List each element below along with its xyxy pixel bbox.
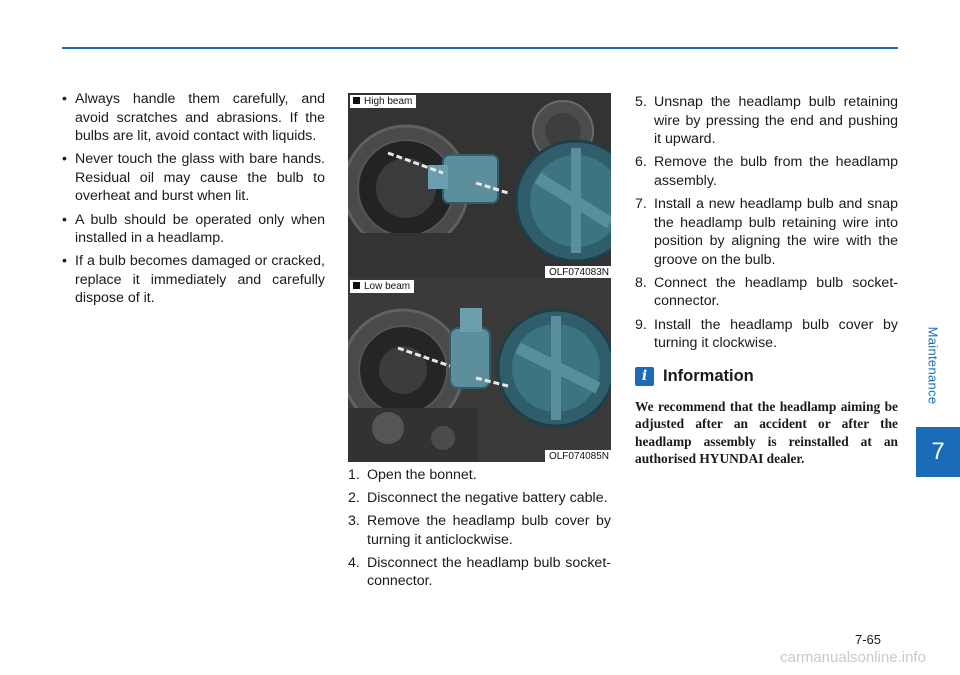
procedure-steps-part2 bbox=[635, 93, 898, 467]
high-beam-label: High beam bbox=[350, 95, 416, 108]
step-item: 6. Remove the bulb from the headlamp assembly. bbox=[635, 154, 898, 189]
section-side-label bbox=[921, 300, 945, 430]
bullet-dot: • bbox=[62, 211, 67, 228]
section-label-text: Maintenance bbox=[925, 326, 941, 404]
info-icon: i bbox=[635, 367, 654, 386]
bullet-list bbox=[60, 90, 325, 313]
step-item: 7. Install a new headlamp bulb and snap the headlamp bulb retaining wire into position by aligning the wire with the groove on the bulb. bbox=[635, 195, 898, 268]
low-beam-label: Low beam bbox=[350, 280, 414, 293]
step-item: 5. Unsnap the headlamp bulb retaining wire by pressing the end and pushing it upward. bbox=[635, 94, 898, 148]
low-beam-illustration bbox=[348, 278, 611, 462]
bullet-dot: • bbox=[62, 151, 67, 168]
square-marker-icon bbox=[353, 97, 360, 104]
bullet-item: • A bulb should be operated only when installed in a headlamp. bbox=[62, 211, 325, 247]
bullet-dot: • bbox=[62, 91, 67, 107]
chapter-tab: 7 bbox=[916, 427, 960, 477]
step-item: 3. Remove the headlamp bulb cover by turning it anticlockwise. bbox=[348, 513, 611, 548]
step-item: 2. Disconnect the negative battery cable. bbox=[348, 490, 608, 507]
step-item: 4. Disconnect the headlamp bulb socket-connector. bbox=[348, 554, 611, 590]
information-title: Information bbox=[663, 366, 754, 385]
page-number: 7-65 bbox=[855, 632, 882, 647]
information-body: We recommend that the headlamp aiming be adjusted after an accident or after the headlamp assembly is reinstalled at an authorised HYUNDAI dealer. bbox=[635, 398, 898, 466]
figure-code: OLF074083N bbox=[545, 266, 611, 278]
bullet-item: • If a bulb becomes damaged or cracked, replace it immediately and carefully dispose of it. bbox=[62, 253, 325, 307]
figure-code: OLF074085N bbox=[545, 450, 611, 462]
bullet-dot: • bbox=[62, 253, 67, 270]
procedure-steps-part1 bbox=[348, 466, 611, 596]
watermark: carmanualsonline.info bbox=[780, 649, 926, 666]
header-rule bbox=[62, 47, 898, 49]
square-marker-icon bbox=[353, 282, 360, 289]
high-beam-figure bbox=[348, 93, 611, 278]
step-item: 8. Connect the headlamp bulb socket-connector. bbox=[635, 274, 898, 310]
step-item: 1. Open the bonnet. bbox=[348, 467, 477, 483]
step-item: 9. Install the headlamp bulb cover by turning it clockwise. bbox=[635, 316, 898, 352]
low-beam-figure bbox=[348, 278, 611, 462]
high-beam-illustration bbox=[348, 93, 611, 278]
bullet-item: • Always handle them carefully, and avoid scratches and abrasions. If the bulbs are lit, avoid contact with liquids. bbox=[62, 91, 325, 145]
bullet-item: • Never touch the glass with bare hands. Residual oil may cause the bulb to overheat and burst when lit. bbox=[62, 151, 325, 205]
information-heading bbox=[635, 367, 898, 386]
